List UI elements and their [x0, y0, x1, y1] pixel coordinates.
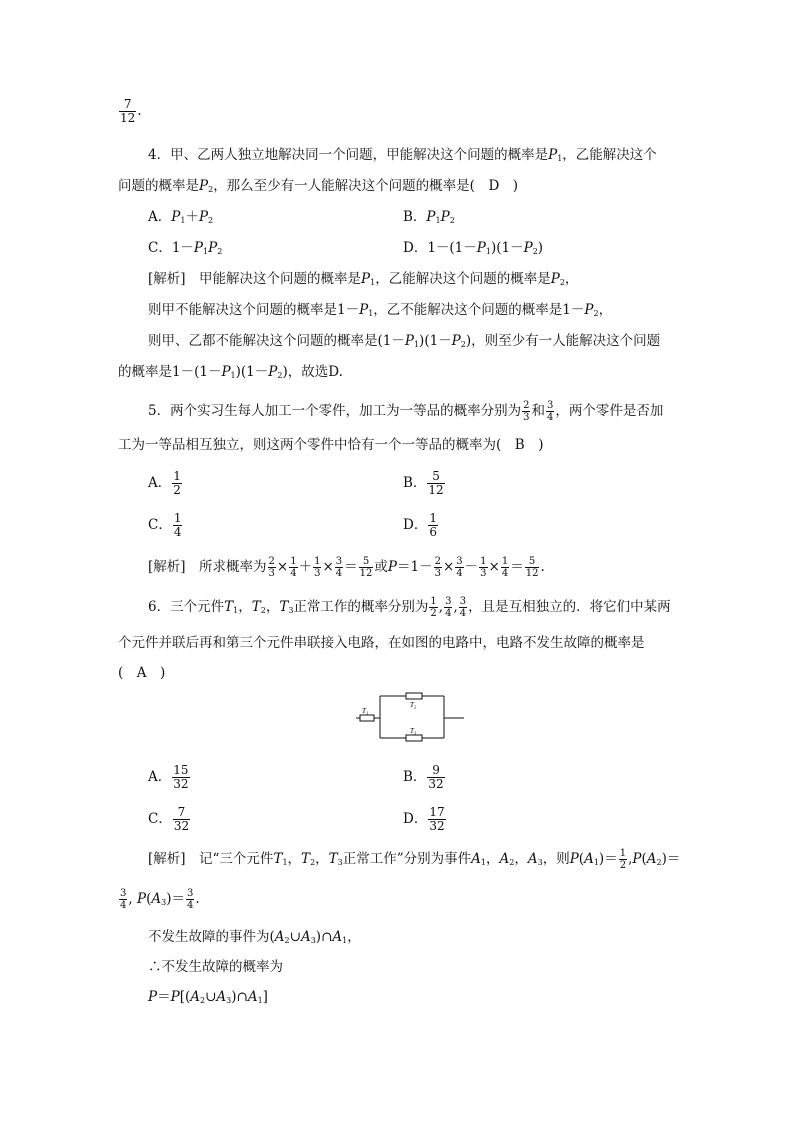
q5-option-d: D． $\frac{1}{6}$	[403, 511, 437, 539]
q6-line-3: ( A )	[118, 665, 166, 681]
q6-explanation-4: ∴不发生故障的概率为	[148, 959, 283, 975]
q6-answer: A	[136, 665, 147, 681]
q5-answer: B	[514, 437, 525, 453]
q4-option-a: A．$P_1+P_2$	[148, 209, 214, 225]
resistor-t1	[360, 715, 374, 721]
q4-option-c: C．$1-P_1P_2$	[148, 240, 223, 256]
q6-explanation-3: 不发生故障的事件为$(A_2\cup A_3)\cap A_1$，	[148, 929, 361, 945]
q6-option-a: A． $\frac{15}{32}$	[148, 763, 189, 791]
label-t3: T₃	[410, 727, 417, 735]
q6-option-d: D． $\frac{17}{32}$	[403, 805, 445, 833]
fraction-2-3: $\frac{2}{3}$	[523, 400, 530, 423]
q4-explanation-3: 则甲、乙都不能解决这个问题的概率是$(1-P_1)(1-P_2)$，则至少有一人能解决这个问题	[148, 333, 661, 349]
fraction-7-12: $\frac{7}{12}$	[120, 97, 136, 125]
q5-explanation: [解析] 所求概率为 $\frac{2}{3}$ × $\frac{1}{4}$ ＋ $\frac{1}{3}$ × $\frac{3}{4}$ ＝ $\frac{5}{12}$ 或P＝1－ $\frac{2}{3}$ × $\frac{3}{4}$ － $\frac{1}{3}$ × $\frac{1}{4}$ ＝ $\frac{5}{12}$ .	[148, 556, 545, 579]
q6-explanation-5: $P=P[(A_2\cup A_3)\cap A_1]$	[148, 989, 268, 1005]
q4-line-2: 问题的概率是$P_2$，那么至少有一人能解决这个问题的概率是( D )	[118, 178, 519, 194]
q4-option-b: B．$P_1P_2$	[403, 209, 455, 225]
q5-line-2: 工为一等品相互独立，则这两个零件中恰有一个一等品的概率为( B )	[118, 437, 544, 453]
q5-option-c: C． $\frac{1}{4}$	[148, 511, 182, 539]
resistor-t2	[406, 693, 422, 699]
resistor-t3	[406, 735, 422, 741]
q5-line-1: 5．两个实习生每人加工一个零件，加工为一等品的概率分别为 $\frac{2}{3}$ 和 $\frac{3}{4}$ ，两个零件是否加	[148, 400, 664, 423]
q5-option-a: A． $\frac{1}{2}$	[148, 469, 181, 497]
q4-line-1: 4．甲、乙两人独立地解决同一个问题，甲能解决这个问题的概率是$P_1$，乙能解决这个	[148, 147, 657, 163]
label-t2: T₂	[410, 701, 417, 709]
q4-option-d: D．$1-(1-P_1)(1-P_2)$	[403, 240, 544, 256]
q6-option-b: B． $\frac{9}{32}$	[403, 763, 444, 791]
q6-explanation-2: $\frac{3}{4}$ , $P(A_3)=$ $\frac{3}{4}$ .	[120, 888, 200, 911]
q4-explanation-1: [解析] 甲能解决这个问题的概率是$P_1$，乙能解决这个问题的概率是$P_2$，	[148, 271, 579, 287]
q6-option-c: C． $\frac{7}{32}$	[148, 805, 190, 833]
q4-explanation-2: 则甲不能解决这个问题的概率是$1-P_1$，乙不能解决这个问题的概率是$1-P_2$，	[148, 302, 613, 318]
label-t1: T₁	[362, 707, 369, 715]
q4-explanation-4: 的概率是$1-(1-P_1)(1-P_2)$，故选D.	[118, 364, 343, 380]
circuit-diagram	[350, 688, 470, 746]
q6-line-1: 6．三个元件$T_1$，$T_2$，$T_3$正常工作的概率分别为 $\frac{1}{2}$ , $\frac{3}{4}$ , $\frac{3}{4}$ ，且是互相独立的．将它们中某两	[148, 596, 671, 619]
top-fraction-line: $\frac{7}{12}$ .	[120, 97, 142, 125]
q6-line-2: 个元件并联后再和第三个元件串联接入电路，在如图的电路中，电路不发生故障的概率是	[118, 635, 645, 651]
q6-explanation-1: [解析] 记“三个元件$T_1$，$T_2$，$T_3$正常工作”分别为事件$A_1$，$A_2$，$A_3$，则$P(A_1)=$ $\frac{1}{2}$ $,P(A_2)=$	[148, 848, 681, 871]
fraction-3-4: $\frac{3}{4}$	[546, 400, 554, 423]
q4-answer: D	[488, 178, 500, 194]
q5-option-b: B． $\frac{5}{12}$	[403, 469, 444, 497]
